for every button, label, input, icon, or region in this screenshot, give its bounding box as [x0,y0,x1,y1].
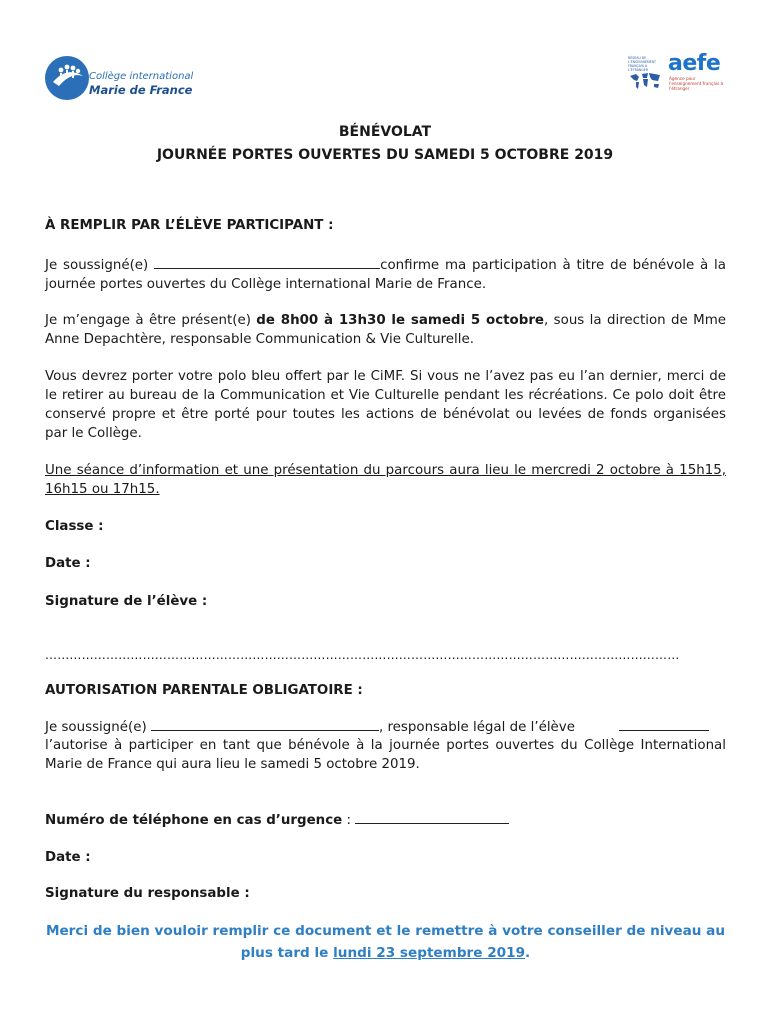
world-map-icon [628,70,662,92]
student-date-label: Date : [45,556,91,571]
student-name-blank-2[interactable] [619,717,709,731]
student-p2-start: Je m’engage à être présent(e) [45,313,257,328]
aefe-name: aefe [668,51,721,76]
student-paragraph-3: Vous devrez porter votre polo bleu offert par le CiMF. Si vous ne l’avez pas eu l’an dernier, merci de le retirer au bureau de la Communication et Vie Culturelle pendant les récréations. Ce polo doit être conservé propre et être porté pour toutes les actions de bénévolat ou levées de fonds organisées par le Collège. [45,369,726,441]
document-title: BÉNÉVOLAT [338,124,432,140]
parent-paragraph-1 [45,717,726,737]
student-classe-label: Classe : [45,519,104,534]
return-text-end: . [525,945,531,961]
parent-date-label: Date : [45,850,91,865]
student-paragraph-1 [45,255,726,294]
return-instructions [45,920,726,964]
student-p1-start: Je soussigné(e) [45,258,155,273]
phone-colon: : [342,813,356,828]
phone-blank[interactable] [355,810,509,824]
parent-name-blank[interactable] [151,717,379,731]
return-text-start: Merci de bien vouloir remplir ce document et le remettre à votre conseiller de niveau au plus tard le [45,923,726,961]
college-logo [43,52,193,102]
parent-p1-middle: , responsable légal de l’élève [378,720,575,735]
agency-text: Agence pour l'enseignement français à l'étranger [669,76,724,91]
phone-label: Numéro de téléphone en cas d’urgence [45,813,343,828]
logo-line-1: Collège international [89,71,194,82]
document-subtitle: JOURNÉE PORTES OUVERTES DU SAMEDI 5 OCTOBRE 2019 [156,147,614,163]
college-emblem-icon [43,52,93,102]
student-paragraph-2 [45,311,726,349]
aefe-logo [628,51,728,98]
return-deadline: lundi 23 septembre 2019 [333,945,526,961]
logo-line-2: Marie de France [89,83,193,97]
parent-signature-label: Signature du responsable : [45,886,250,901]
student-p2-end: , sous la direction de Mme Anne Depachtère, responsable Communication & Vie Culturelle. [45,313,726,347]
separator-dots: ………………………………………………………………………………………………………………………………………… [45,648,680,662]
network-text: RÉSEAU DE L'ENSEIGNEMENT FRANÇAIS À L'ÉTRANGER [628,56,656,72]
parent-p1-start: Je soussigné(e) [45,720,151,735]
student-heading: À REMPLIR PAR L’ÉLÈVE PARTICIPANT : [45,218,334,233]
student-paragraph-4: Une séance d’information et une présentation du parcours aura lieu le mercredi 2 octobre à 15h15, 16h15 ou 17h15. [45,463,726,497]
parent-heading: AUTORISATION PARENTALE OBLIGATOIRE : [45,683,363,698]
student-p2-schedule: de 8h00 à 13h30 le samedi 5 octobre [256,313,545,328]
student-p1-end: confirme ma participation à titre de bénévole à la journée portes ouvertes du Collège international Marie de France. [45,258,726,292]
student-signature-label: Signature de l’élève : [45,594,208,609]
parent-paragraph-2: l’autorise à participer en tant que bénévole à la journée portes ouvertes du Collège International Marie de France qui aura lieu le samedi 5 octobre 2019. [45,738,726,772]
phone-line [45,810,726,830]
student-name-blank[interactable] [154,255,380,269]
